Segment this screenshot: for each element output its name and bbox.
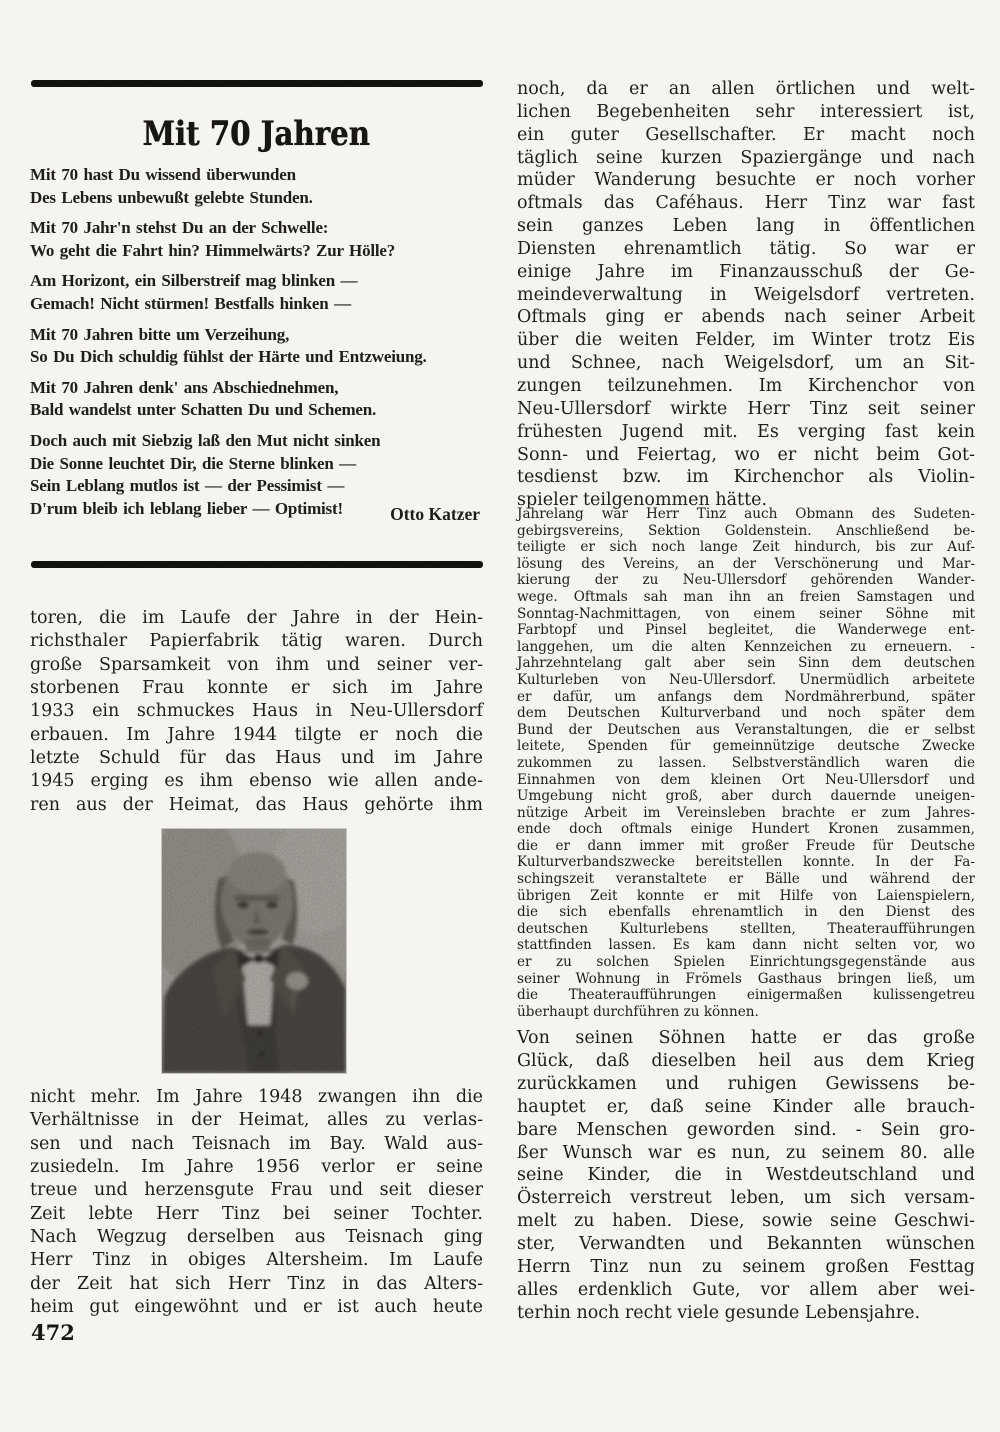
text-line: dem Deutschen Kulturverband und noch später dem [517, 705, 975, 722]
text-line: terhin noch recht viele gesunde Lebensjahre. [517, 1302, 921, 1323]
text-line: der Zeit hat sich Herr Tinz in das Alters- [30, 1273, 483, 1294]
text-line: Jahrzehntelang galt aber sein Sinn dem deutschen [517, 655, 975, 672]
text-line: ßer Wunsch war es nun, zu seinem 80. alle [517, 1142, 975, 1163]
text-line: 1933 ein schmuckes Haus in Neu-Ullersdorf [30, 701, 483, 722]
text-line: kierung der zu Neu-Ullersdorf gehörenden Wander- [517, 572, 975, 589]
text-line: tesdienst bzw. im Kirchenchor als Violin- [517, 467, 975, 488]
text-line: Österreich verstreut leben, um sich versam- [517, 1188, 975, 1209]
text-line: müder Wanderung besuchte er noch vorher [517, 170, 975, 191]
text-line: treue und herzensgute Frau und seit dieser [30, 1180, 483, 1201]
text-line: sen und nach Teisnach im Bay. Wald aus- [30, 1133, 483, 1154]
text-line: lichen Begebenheiten sehr interessiert ist, [517, 101, 975, 122]
text-line: Herr Tinz in obiges Altersheim. Im Laufe [30, 1250, 483, 1271]
text-line: Jahrelang war Herr Tinz auch Obmann des Sudeten- [517, 506, 975, 522]
text-line: Sonn- und Feiertag, wo er nicht beim Got- [517, 444, 975, 465]
text-line: deutschen Kulturlebens stellten, Theateraufführungen [517, 920, 975, 937]
text-line: ein guter Gesellschafter. Er macht noch [517, 124, 975, 145]
text-line: toren, die im Laufe der Jahre in der Hein- [30, 608, 483, 628]
poem-stanza-4 [30, 324, 483, 369]
text-line: Zeit lebte Herr Tinz bei seiner Tochter. [30, 1203, 483, 1224]
text-line: zungen teilzunehmen. Im Kirchenchor von [517, 375, 975, 396]
text-line: Wo geht die Fahrt hin? Himmelwärts? Zur Hölle? [30, 240, 396, 260]
text-line: und Schnee, nach Weigelsdorf, um an Sit- [517, 353, 975, 374]
text-line: ster, Verwandten und Bekannten wünschen [517, 1234, 975, 1255]
page-number: 472 [31, 1320, 75, 1345]
text-line: richsthaler Papierfabrik tätig waren. Durch [30, 631, 483, 652]
text-line: alles erdenklich Gute, vor allem aber wei- [517, 1279, 975, 1300]
text-line: noch, da er an allen örtlichen und welt- [517, 79, 975, 99]
text-line: Am Horizont, ein Silberstreif mag blinken — [30, 271, 358, 291]
text-line: leitete, Spenden für gemeinnützige deutsche Zwecke [517, 738, 975, 755]
bottom-rule-divider [31, 561, 483, 568]
text-line: Sein Leblang mutlos ist — der Pessimist — [30, 476, 345, 496]
text-line: zusiedeln. Im Jahre 1956 verlor er seine [30, 1157, 483, 1178]
text-line: Von seinen Söhnen hatte er das große [517, 1028, 975, 1048]
text-line: ende doch oftmals einige Hundert Kronen zusammen, [517, 821, 975, 838]
text-line: Verhältnisse in der Heimat, alles zu verlas- [30, 1110, 483, 1131]
text-line: So Du Dich schuldig fühlst der Härte und Entzweiung. [30, 347, 427, 367]
text-line: erbauen. Im Jahre 1944 tilgte er noch die [30, 724, 483, 745]
text-line: teiligte er sich noch lange Zeit hindurch, bis zur Auf- [517, 539, 975, 556]
text-line: D'rum bleib ich leblang lieber — Optimist! [30, 498, 343, 518]
text-line: übrigen Zeit konnte er mit Hilfe von Laienspielern, [517, 887, 975, 904]
text-line: spieler teilgenommen hätte. [517, 490, 768, 511]
text-line: meindeverwaltung in Weigelsdorf vertreten. [517, 284, 975, 305]
text-line: gebirgsvereins, Sektion Goldenstein. Anschließend be- [517, 522, 975, 539]
article-paragraph-left-2 [30, 1086, 483, 1319]
text-line: einige Jahre im Finanzausschuß der Ge- [517, 261, 975, 282]
text-line: täglich seine kurzen Spaziergänge und nach [517, 147, 975, 168]
text-line: er dafür, um anfangs dem Nordmährerbund, später [517, 688, 975, 705]
poem-title-text: Mit 70 Jahren [142, 114, 371, 154]
text-line: wege. Oftmals sah man ihn an freien Samstagen und [517, 588, 975, 605]
top-rule-divider [31, 80, 483, 87]
text-line: melt zu haben. Diese, sowie seine Geschwi- [517, 1211, 975, 1232]
text-line: Mit 70 Jahren denk' ans Abschiednehmen, [30, 377, 339, 397]
text-line: heim gut eingewöhnt und er ist auch heute [30, 1297, 483, 1318]
text-line: hauptet er, daß seine Kinder alle brauch- [517, 1096, 975, 1117]
text-line: er zu solchen Spielen Einrichtungsgegenstände aus [517, 954, 975, 971]
text-line: Neu-Ullersdorf wirkte Herr Tinz seit seiner [517, 398, 975, 419]
text-line: Die Sonne leuchtet Dir, die Sterne blinken — [30, 453, 356, 473]
poem-stanza-1 [30, 164, 483, 209]
text-line: die Theateraufführungen einigermaßen kulissengetreu [517, 987, 975, 1004]
text-line: letzte Schuld für das Haus und im Jahre [30, 748, 483, 769]
text-line: Oftmals ging er abends nach seiner Arbeit [517, 307, 975, 328]
text-line: ren aus der Heimat, das Haus gehörte ihm [30, 794, 483, 815]
text-line: Einnahmen von dem kleinen Ort Neu-Ullersdorf und [517, 771, 975, 788]
text-line: Bald wandelst unter Schatten Du und Schemen. [30, 400, 377, 420]
text-line: Nach Wegzug derselben aus Teisnach ging [30, 1227, 483, 1248]
text-line: die er dann immer mit großer Freude für Deutsche [517, 837, 975, 854]
text-line: 1945 erging es ihm ebenso wie allen ande- [30, 771, 483, 792]
text-line: Des Lebens unbewußt gelebte Stunden. [30, 187, 313, 207]
text-line: zurückkamen und ruhigen Gewissens be- [517, 1073, 975, 1094]
poem-stanza-3 [30, 270, 483, 315]
article-paragraph-left-1 [30, 607, 483, 817]
text-line: Herrn Tinz nun zu seinem großen Festtag [517, 1257, 975, 1278]
text-line: stattfinden lassen. Es kam dann nicht selten vor, wo [517, 937, 975, 954]
text-line: Mit 70 hast Du wissend überwunden [30, 165, 296, 184]
text-line: überhaupt durchführen zu können. [517, 1003, 759, 1020]
article-paragraph-right-1 [517, 78, 975, 512]
text-line: große Sparsamkeit von ihm und seiner ver- [30, 654, 483, 675]
article-paragraph-small-print [517, 506, 975, 1020]
text-line: schingszeit veranstaltete er Bälle und während der [517, 871, 975, 888]
text-line: über die weiten Felder, im Winter trotz Eis [517, 330, 975, 351]
text-line: lösung des Vereins, an der Verschönerung und Mar- [517, 555, 975, 572]
poem-author: Otto Katzer [390, 504, 480, 524]
poem [30, 164, 483, 528]
text-line: Mit 70 Jahr'n stehst Du an der Schwelle: [30, 218, 329, 238]
text-line: Bund der Deutschen aus Veranstaltungen, die er selbst [517, 721, 975, 738]
article-paragraph-right-2 [517, 1027, 975, 1325]
text-line: Umgebung nicht groß, aber durch dauernde uneigen- [517, 788, 975, 805]
text-line: Kulturverbandszwecke bereitstellen konnte. In der Fa- [517, 854, 975, 871]
text-line: bare Menschen geworden sind. - Sein gro- [517, 1119, 975, 1140]
text-line: Kulturleben von Neu-Ullersdorf. Unermüdlich arbeitete [517, 671, 975, 688]
text-line: die sich ebenfalls ehrenamtlich in den Dienst des [517, 904, 975, 921]
text-line: frühesten Jugend mit. Es verging fast kein [517, 421, 975, 442]
poem-stanza-5 [30, 377, 483, 422]
text-line: Doch auch mit Siebzig laß den Mut nicht sinken [30, 430, 381, 450]
text-line: oftmals das Caféhaus. Herr Tinz war fast [517, 193, 975, 214]
text-line: Glück, daß dieselben heil aus dem Krieg [517, 1050, 975, 1071]
text-line: Farbtopf und Pinsel begleitet, die Wanderwege ent- [517, 622, 975, 639]
text-line: Mit 70 Jahren bitte um Verzeihung, [30, 324, 290, 344]
text-line: zukommen zu lassen. Selbstverständlich waren die [517, 754, 975, 771]
text-line: seine Kinder, die in Westdeutschland und [517, 1165, 975, 1186]
portrait-photo [162, 829, 346, 1073]
text-line: sein ganzes Leben lang in öffentlichen [517, 216, 975, 237]
text-line: Gemach! Nicht stürmen! Bestfalls hinken — [30, 293, 351, 313]
text-line: Sonntag-Nachmittagen, von einem seiner Söhne mit [517, 605, 975, 622]
text-line: langgehen, um die alten Kennzeichen zu erneuern. - [517, 638, 975, 655]
poem-stanza-2 [30, 217, 483, 262]
text-line: seiner Wohnung in Frömels Gasthaus bringen ließ, um [517, 970, 975, 987]
text-line: Diensten ehrenamtlich tätig. So war er [517, 238, 975, 259]
poem-title [30, 114, 483, 154]
text-line: nützige Arbeit im Vereinsleben brachte er zum Jahres- [517, 804, 975, 821]
text-line: storbenen Frau konnte er sich im Jahre [30, 678, 483, 699]
text-line: nicht mehr. Im Jahre 1948 zwangen ihn die [30, 1087, 483, 1107]
